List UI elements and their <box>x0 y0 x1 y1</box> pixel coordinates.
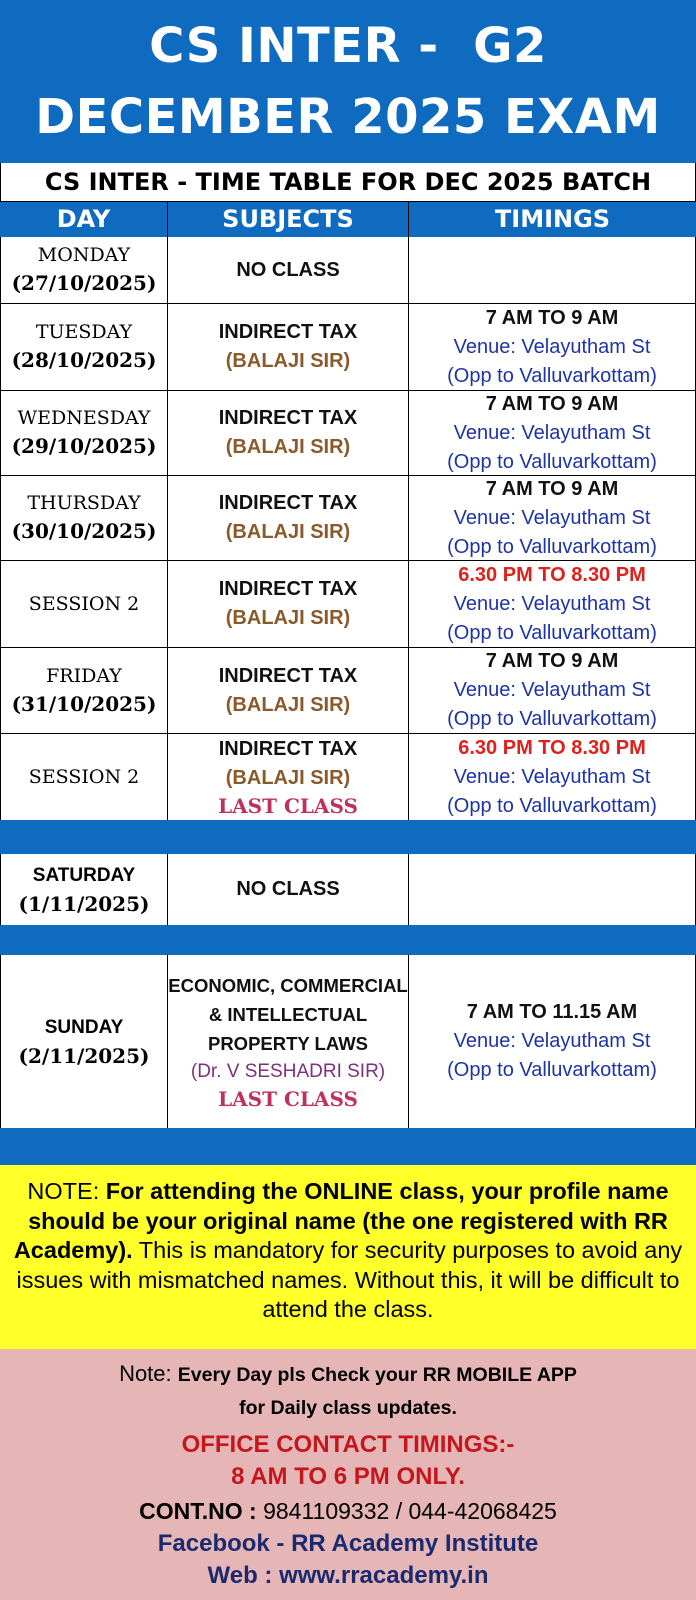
facebook-link[interactable]: Facebook - RR Academy Institute <box>157 1530 539 1557</box>
class-time: 7 AM TO 9 AM <box>485 306 619 329</box>
class-time: 7 AM TO 9 AM <box>485 650 619 672</box>
venue-line-2: (Opp to Valluvarkottam) <box>447 535 657 558</box>
subject-line-2: & INTELLECTUAL <box>208 1003 368 1025</box>
subject-name: NO CLASS <box>236 878 340 900</box>
teacher-name: (BALAJI SIR) <box>225 436 351 458</box>
subject-name: INDIRECT TAX <box>218 578 358 600</box>
online-class-note <box>0 1165 696 1349</box>
day-name: FRIDAY <box>46 664 122 687</box>
day-date: (1/11/2025) <box>18 891 150 916</box>
day-name: SATURDAY <box>32 864 136 886</box>
separator-band <box>0 925 696 955</box>
day-name: SESSION 2 <box>28 592 140 615</box>
day-name: THURSDAY <box>27 492 141 514</box>
column-header-subjects: SUBJECTS <box>168 202 409 237</box>
venue-line-1: Venue: Velayutham St <box>453 335 651 358</box>
venue-line-2: (Opp to Valluvarkottam) <box>447 621 657 644</box>
venue-line-1: Venue: Velayutham St <box>453 1030 651 1052</box>
separator-band <box>0 1128 696 1165</box>
office-timings-value: 8 AM TO 6 PM ONLY. <box>231 1463 465 1490</box>
table-row <box>0 391 696 475</box>
note-prefix: NOTE: <box>27 1178 106 1204</box>
office-timings-label: OFFICE CONTACT TIMINGS:- <box>181 1431 515 1458</box>
subject-name: INDIRECT TAX <box>218 737 358 760</box>
app-note-prefix: Note: <box>119 1361 178 1386</box>
table-row <box>0 648 696 733</box>
class-time: 7 AM TO 11.15 AM <box>466 1001 638 1023</box>
class-time: 7 AM TO 9 AM <box>485 392 619 415</box>
table-row <box>0 561 696 647</box>
subject-name: INDIRECT TAX <box>218 407 358 429</box>
venue-line-2: (Opp to Valluvarkottam) <box>447 450 657 473</box>
table-title: CS INTER - TIME TABLE FOR DEC 2025 BATCH <box>0 163 696 202</box>
header-title: CS INTER - G2 <box>149 18 547 74</box>
table-row <box>0 955 696 1128</box>
contact-note <box>0 1349 696 1600</box>
website-link[interactable]: Web : www.rracademy.in <box>207 1562 489 1589</box>
subject-name: NO CLASS <box>236 258 340 281</box>
subject-line-3: PROPERTY LAWS <box>207 1032 368 1054</box>
app-note-text: Every Day pls Check your RR MOBILE APP <box>177 1364 577 1386</box>
class-time: 7 AM TO 9 AM <box>485 477 619 500</box>
table-row <box>0 237 696 303</box>
venue-line-1: Venue: Velayutham St <box>453 421 651 444</box>
contact-numbers <box>0 1495 696 1527</box>
teacher-name: (Dr. V SESHADRI SIR) <box>190 1060 386 1082</box>
contact-value: 9841109332 / 044-42068425 <box>263 1498 557 1524</box>
day-name: SESSION 2 <box>28 765 140 788</box>
day-name: TUESDAY <box>35 321 133 343</box>
table-row <box>0 476 696 560</box>
day-date: (30/10/2025) <box>11 519 157 543</box>
app-note-line-2: for Daily class updates. <box>239 1397 457 1419</box>
app-note-line-1 <box>0 1357 696 1392</box>
separator-band <box>0 820 696 854</box>
table-row <box>0 734 696 820</box>
header-subtitle: DECEMBER 2025 EXAM <box>35 89 661 145</box>
day-date: (2/11/2025) <box>18 1043 150 1068</box>
column-header-timings: TIMINGS <box>409 202 696 237</box>
subject-name: INDIRECT TAX <box>218 664 358 687</box>
class-time: 6.30 PM TO 8.30 PM <box>458 736 646 759</box>
teacher-name: (BALAJI SIR) <box>225 607 351 629</box>
class-time: 6.30 PM TO 8.30 PM <box>458 563 646 586</box>
venue-line-1: Venue: Velayutham St <box>453 765 651 788</box>
table-row <box>0 304 696 390</box>
venue-line-1: Venue: Velayutham St <box>453 592 651 615</box>
venue-line-2: (Opp to Valluvarkottam) <box>447 364 657 387</box>
day-name: SUNDAY <box>44 1016 124 1038</box>
venue-line-2: (Opp to Valluvarkottam) <box>447 708 657 730</box>
teacher-name: (BALAJI SIR) <box>225 693 351 716</box>
day-name: MONDAY <box>37 244 131 266</box>
last-class-label: LAST CLASS <box>218 793 358 818</box>
column-header-day: DAY <box>0 202 168 237</box>
venue-line-1: Venue: Velayutham St <box>453 679 651 701</box>
subject-name: INDIRECT TAX <box>218 492 358 514</box>
venue-line-1: Venue: Velayutham St <box>453 506 651 529</box>
teacher-name: (BALAJI SIR) <box>225 766 351 789</box>
day-date: (31/10/2025) <box>11 691 157 716</box>
contact-label: CONT.NO : <box>139 1498 264 1524</box>
teacher-name: (BALAJI SIR) <box>225 350 351 372</box>
note-bold-text: For attending the ONLINE class, your profile name should be your original name (the one registered with RR Academy). <box>13 1178 669 1263</box>
day-date: (27/10/2025) <box>11 271 157 295</box>
subject-name: INDIRECT TAX <box>218 321 358 343</box>
venue-line-2: (Opp to Valluvarkottam) <box>447 1059 657 1081</box>
day-name: WEDNESDAY <box>17 407 151 429</box>
table-row <box>0 854 696 925</box>
teacher-name: (BALAJI SIR) <box>225 521 351 543</box>
last-class-label: LAST CLASS <box>218 1086 358 1111</box>
header-banner <box>0 0 696 163</box>
day-date: (29/10/2025) <box>11 434 157 458</box>
day-date: (28/10/2025) <box>11 348 157 372</box>
venue-line-2: (Opp to Valluvarkottam) <box>447 794 657 817</box>
note-rest-text: This is mandatory for security purposes to avoid any issues with mismatched names. Without this, it will be difficult to attend the class. <box>16 1237 683 1322</box>
subject-line-1: ECONOMIC, COMMERCIAL <box>168 974 408 996</box>
